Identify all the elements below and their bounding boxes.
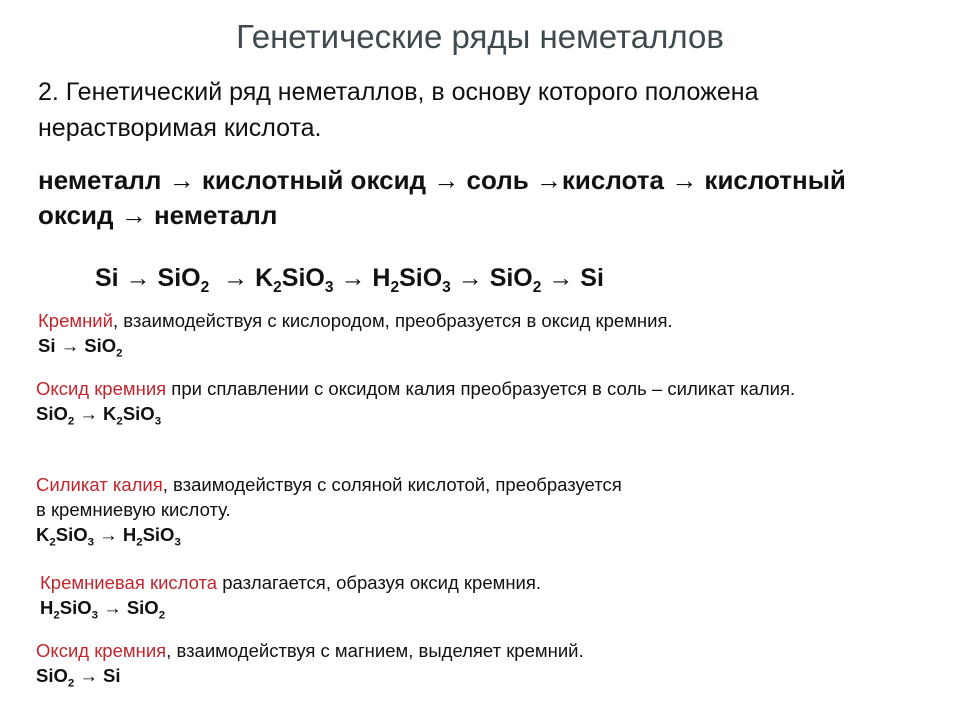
- chain-arrow: →: [223, 264, 249, 292]
- step-equation: $H_2SiO_3 \to SiO_2$: [40, 597, 166, 622]
- step-1: [38, 308, 918, 359]
- step-text: Оксид кремния при сплавлении с оксидом калия преобразуется в соль – силикат калия.: [36, 378, 796, 399]
- step-equation: SiO$_2$ → Si: [36, 665, 121, 690]
- step-equation: $K_2SiO_3 \to H_2SiO_3$: [36, 524, 181, 549]
- step-text: Кремниевая кислота разлагается, образуя оксид кремния.: [40, 572, 542, 593]
- step-text: Силикат калия, взаимодействуя с соляной кислотой, преобразуется: [36, 474, 622, 495]
- intro-text: 2. Генетический ряд неметаллов, в основу которого положена нерастворимая кислота.: [38, 78, 759, 142]
- chain-formula-5: SiO$_2$: [489, 264, 542, 296]
- slide-title: Генетические ряды неметаллов: [236, 18, 724, 55]
- step-3: [36, 472, 916, 548]
- genetic-scheme: неметалл → кислотный оксид → соль →кислота → кислотный оксид → неметалл: [38, 165, 846, 230]
- step-highlight: Силикат калия: [36, 474, 163, 495]
- chain-formula-4: $H_2SiO_3$: [372, 264, 451, 296]
- step-text-cont: в кремниевую кислоту.: [36, 499, 231, 520]
- chain-formula-1: Si: [95, 264, 119, 292]
- chain-arrow: →: [457, 264, 483, 292]
- chain-formula-3: $K_2SiO_3$: [255, 264, 334, 296]
- step-text: Кремний, взаимодействуя с кислородом, преобразуется в оксид кремния.: [38, 310, 673, 331]
- chain-arrow: →: [125, 264, 151, 292]
- step-equation: $SiO_2 \to K_2SiO_3$: [36, 403, 162, 428]
- step-highlight: Кремний: [38, 310, 113, 331]
- step-5: [36, 638, 916, 689]
- step-equation: Si → SiO$_2$: [38, 335, 123, 360]
- step-highlight: Кремниевая кислота: [40, 572, 218, 593]
- chain-arrow: →: [340, 264, 366, 292]
- formula-chain: [95, 264, 604, 296]
- chain-arrow: →: [548, 264, 574, 292]
- step-2: [36, 376, 896, 427]
- step-highlight: Оксид кремния: [36, 378, 167, 399]
- step-highlight: Оксид кремния: [36, 640, 167, 661]
- chain-formula-6: Si: [580, 264, 604, 292]
- step-4: [40, 570, 920, 621]
- step-text: Оксид кремния, взаимодействуя с магнием, выделяет кремний.: [36, 640, 584, 661]
- chain-formula-2: SiO$_2$: [157, 264, 210, 296]
